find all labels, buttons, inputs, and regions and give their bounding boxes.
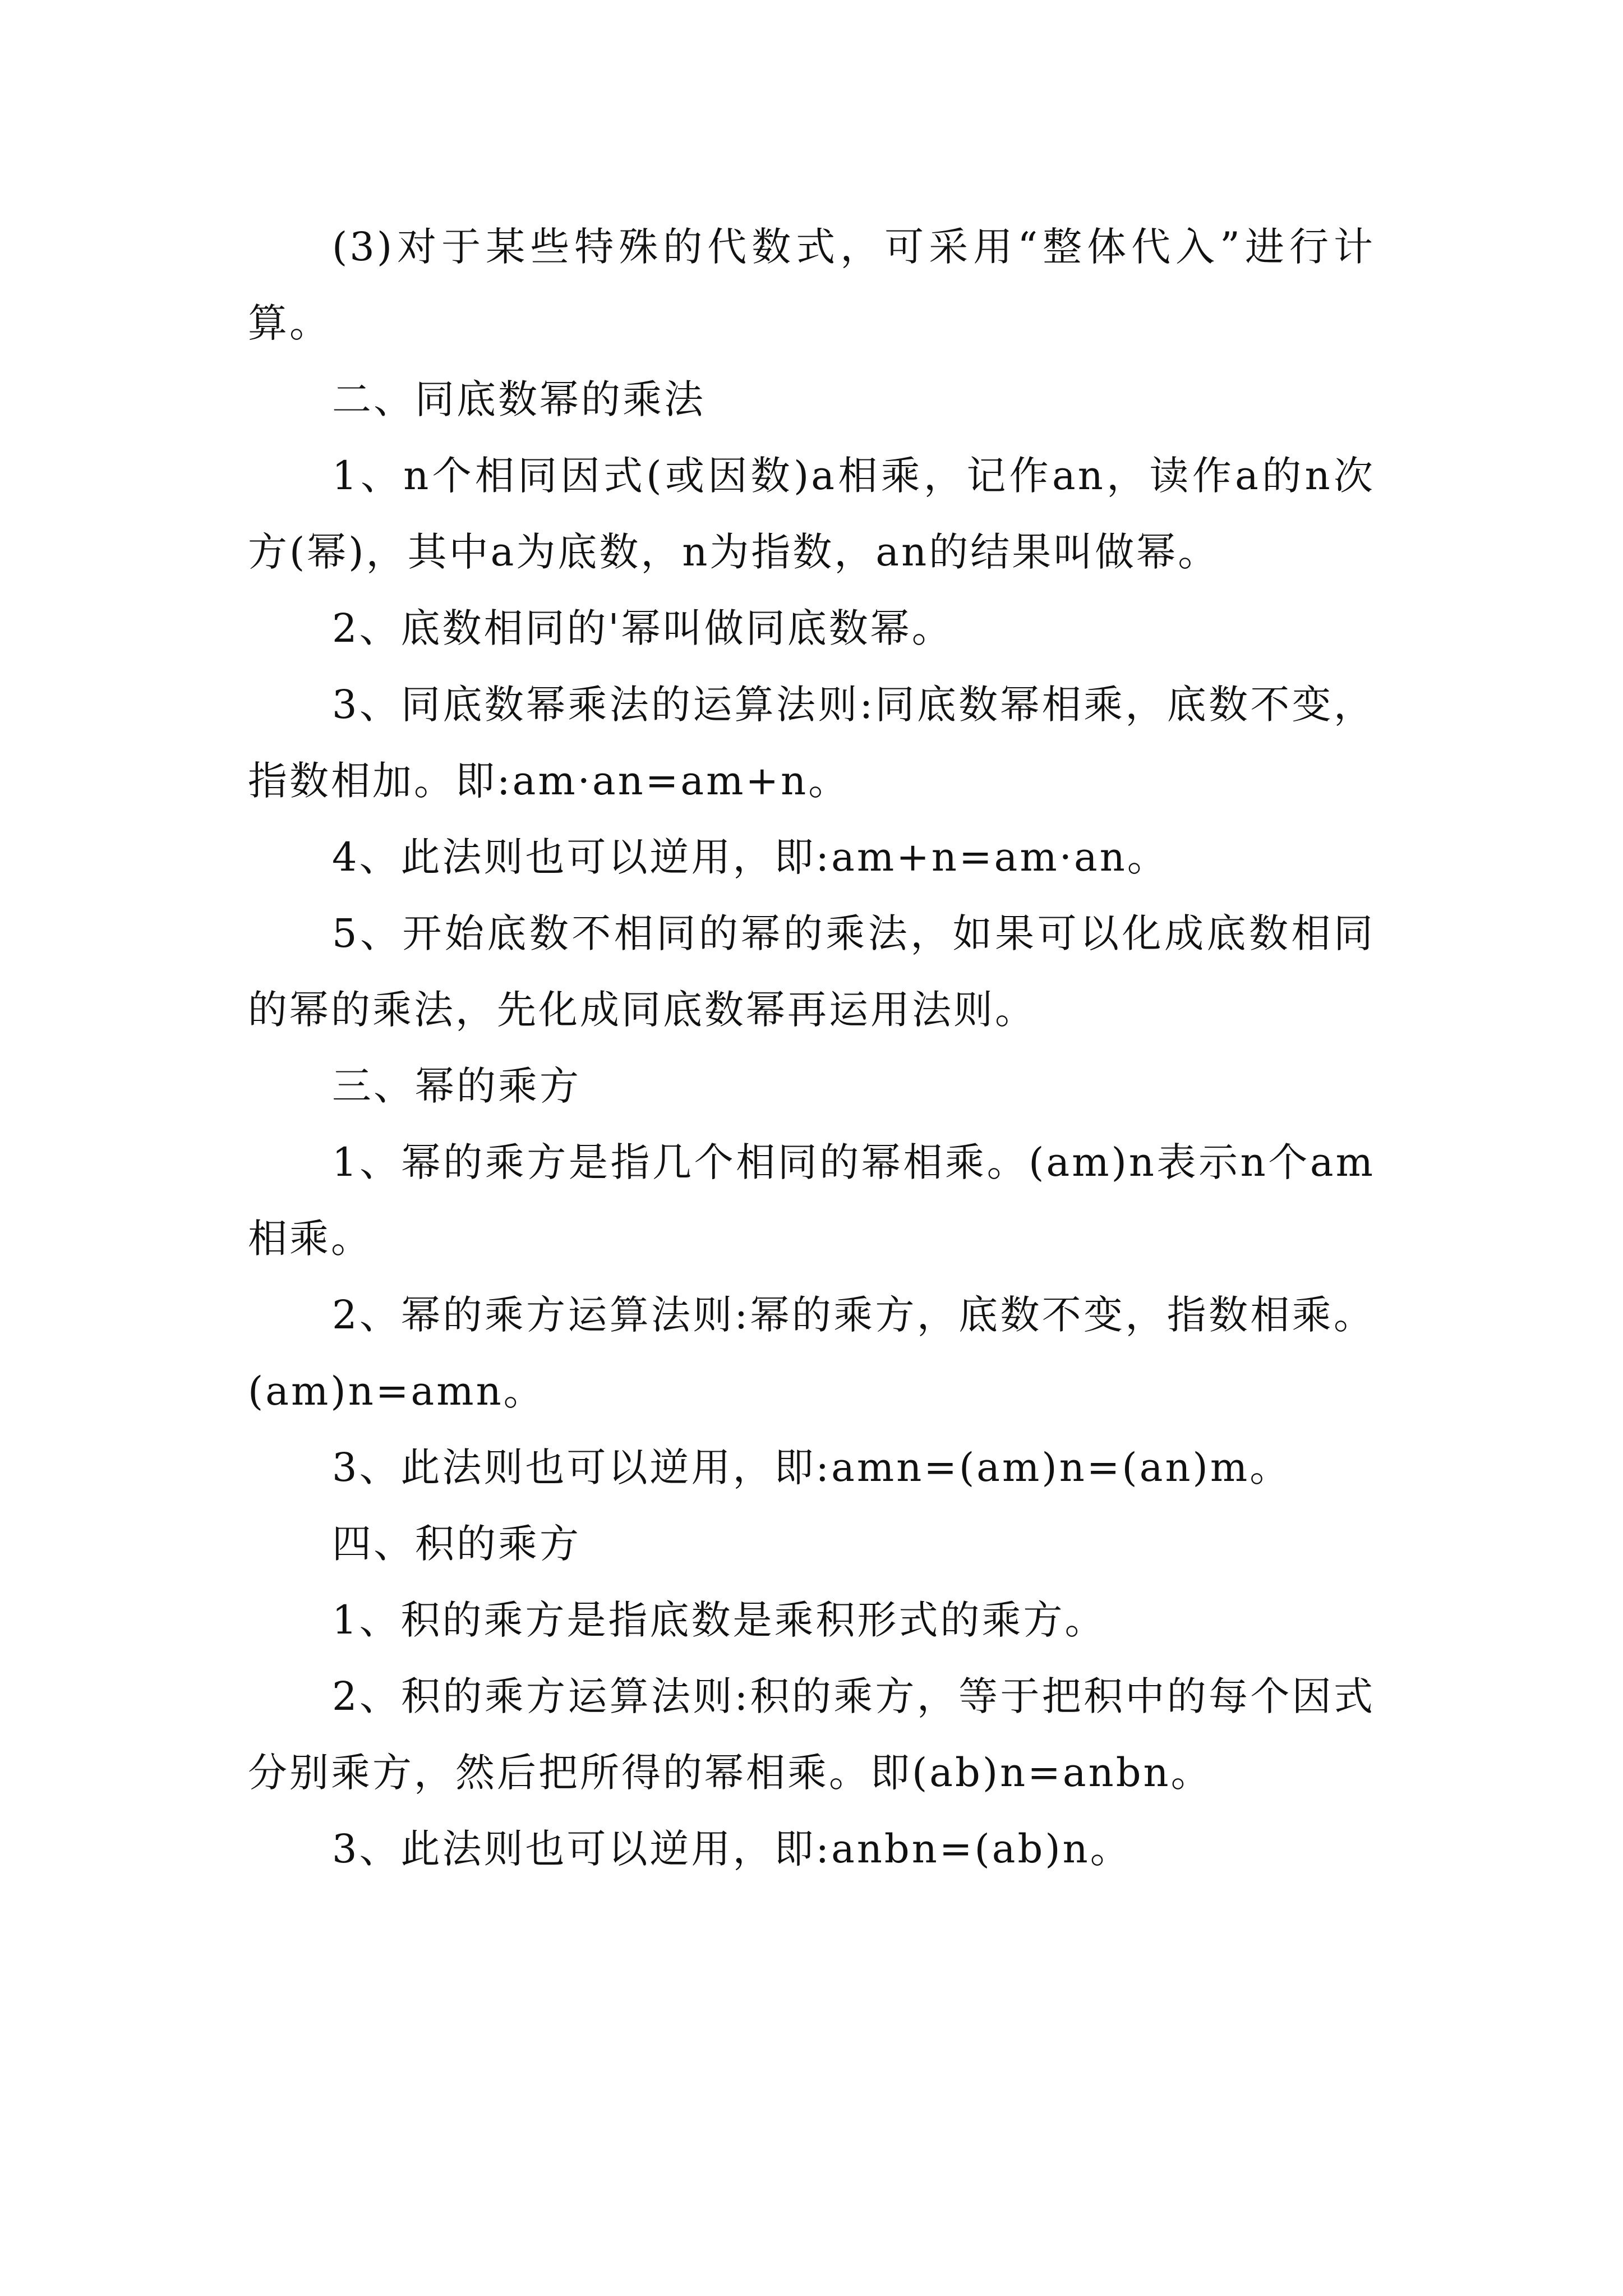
paragraph-power-definition: 1、n个相同因式(或因数)a相乘，记作an，读作a的n次方(幂)，其中a为底数，n为指数，an的结果叫做幂。 xyxy=(248,453,1375,575)
paragraph-power-of-product-reverse: 3、此法则也可以逆用，即:anbn=(ab)n。 xyxy=(332,1826,1132,1872)
paragraph-rule-reverse: 4、此法则也可以逆用，即:am+n=am·an。 xyxy=(332,834,1169,880)
heading-power-of-product: 四、积的乘方 xyxy=(332,1521,581,1567)
paragraph-power-of-power-rule: 2、幂的乘方运算法则:幂的乘方，底数不变，指数相乘。(am)n=amn。 xyxy=(248,1292,1375,1414)
heading-same-base-power-multiplication: 二、同底数幂的乘法 xyxy=(332,376,706,422)
document-body xyxy=(248,209,1375,1887)
paragraph-power-of-power-definition: 1、幂的乘方是指几个相同的幂相乘。(am)n表示n个am相乘。 xyxy=(248,1139,1375,1262)
paragraph-multiplication-rule: 3、同底数幂乘法的运算法则:同底数幂相乘，底数不变，指数相加。即:am·an=am+n。 xyxy=(248,682,1375,804)
paragraph-power-of-product-rule: 2、积的乘方运算法则:积的乘方，等于把积中的每个因式分别乘方，然后把所得的幂相乘。即(ab)n=anbn。 xyxy=(248,1673,1375,1796)
paragraph-same-base-power: 2、底数相同的'幂叫做同底数幂。 xyxy=(332,605,953,651)
paragraph-power-of-product-definition: 1、积的乘方是指底数是乘积形式的乘方。 xyxy=(332,1597,1106,1643)
heading-power-of-power: 三、幂的乘方 xyxy=(332,1063,581,1109)
paragraph-power-of-power-reverse: 3、此法则也可以逆用，即:amn=(am)n=(an)m。 xyxy=(332,1444,1292,1490)
paragraph-whole-substitution: (3)对于某些特殊的代数式，可采用“整体代入”进行计算。 xyxy=(248,224,1375,346)
paragraph-different-bases: 5、开始底数不相同的幂的乘法，如果可以化成底数相同的幂的乘法，先化成同底数幂再运用法则。 xyxy=(248,910,1375,1033)
